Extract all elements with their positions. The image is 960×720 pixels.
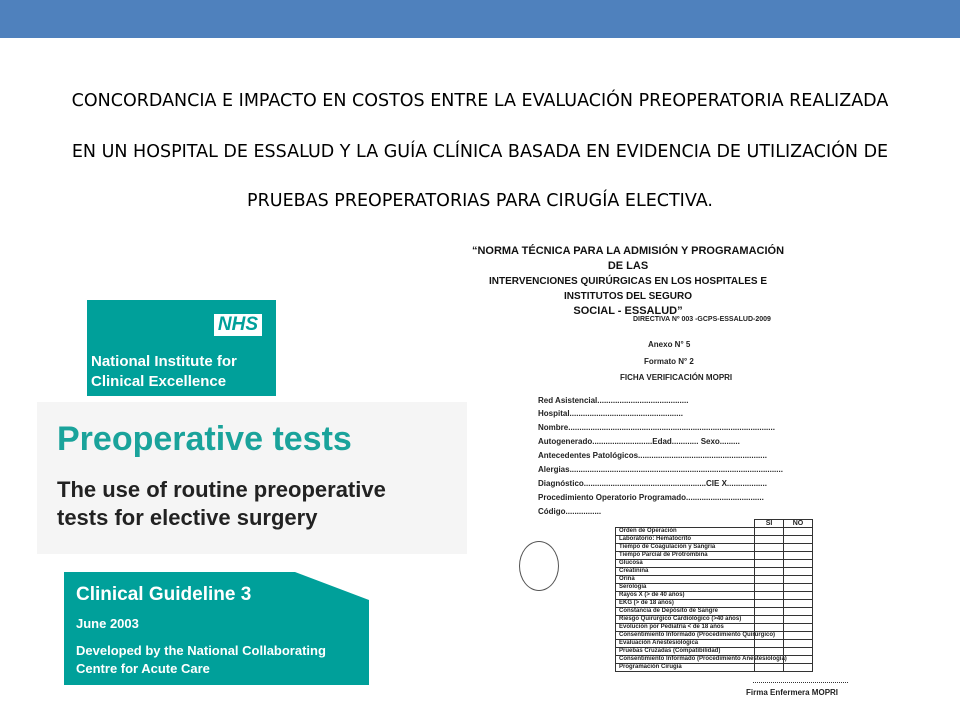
- field-autogenerado: Autogenerado...........................Edad............ Sexo.........: [538, 437, 740, 446]
- col-no-header: NO: [784, 520, 813, 528]
- table-row: [616, 528, 813, 536]
- preop-subtitle-line-1: The use of routine preoperative: [57, 477, 386, 502]
- checklist-item-label: Orden de Operación: [616, 528, 755, 536]
- norma-tecnica-title: [463, 244, 793, 319]
- checklist-item-label: Programación Cirugía: [616, 664, 755, 672]
- checklist-item-label: Rayos X (> de 40 años): [616, 592, 755, 600]
- checkbox-no: [784, 656, 813, 664]
- checkbox-no: [784, 528, 813, 536]
- checklist-item-label: Creatinina: [616, 568, 755, 576]
- checkbox-no: [784, 664, 813, 672]
- field-codigo: Código................: [538, 507, 602, 516]
- table-row: [616, 568, 813, 576]
- checklist-body: [616, 528, 813, 672]
- table-row: [616, 584, 813, 592]
- panel-corner-notch: [295, 572, 369, 600]
- table-row: [616, 608, 813, 616]
- table-row: [616, 640, 813, 648]
- checkbox-no: [784, 584, 813, 592]
- checkbox-si: [755, 560, 784, 568]
- table-header-empty: [616, 520, 755, 528]
- slide-title-line-2: EN UN HOSPITAL DE ESSALUD Y LA GUÍA CLÍNICA BASADA EN EVIDENCIA DE UTILIZACIÓN DE: [71, 142, 889, 162]
- seal-stamp: [519, 541, 559, 591]
- checkbox-no: [784, 544, 813, 552]
- checklist-item-label: Tiempo de Coagulación y Sangría: [616, 544, 755, 552]
- checklist-item-label: Laboratorio: Hematocrito: [616, 536, 755, 544]
- preoperative-tests-banner: [37, 402, 467, 554]
- checkbox-si: [755, 664, 784, 672]
- table-row: [616, 664, 813, 672]
- checklist-item-label: Tiempo Parcial de Protrombina: [616, 552, 755, 560]
- nice-institute-name: [91, 352, 237, 392]
- checkbox-no: [784, 576, 813, 584]
- table-row: [616, 560, 813, 568]
- checklist-item-label: Riesgo Quirúrgico Cardiológico (>40 años): [616, 616, 755, 624]
- checkbox-no: [784, 536, 813, 544]
- col-si-header: SI: [755, 520, 784, 528]
- nice-name-line-2: Clinical Excellence: [91, 373, 227, 390]
- table-row: [616, 536, 813, 544]
- checkbox-si: [755, 528, 784, 536]
- field-antecedentes: Antecedentes Patológicos..........................................................: [538, 451, 767, 460]
- table-header-row: [616, 520, 813, 528]
- checklist-item-label: Evaluación Anestesiológica: [616, 640, 755, 648]
- ficha-title: FICHA VERIFICACIÓN MOPRI: [620, 373, 733, 382]
- firma-label: Firma Enfermera MOPRI: [746, 688, 839, 697]
- field-procedimiento: Procedimiento Operatorio Programado...................................: [538, 493, 764, 502]
- preop-title: Preoperative tests: [57, 420, 352, 458]
- table-row: [616, 576, 813, 584]
- checkbox-no: [784, 632, 813, 640]
- checkbox-si: [755, 608, 784, 616]
- checkbox-si: [755, 624, 784, 632]
- table-row: [616, 600, 813, 608]
- directiva-number: DIRECTIVA Nº 003 -GCPS-ESSALUD-2009: [633, 316, 771, 323]
- field-nombre: Nombre.............................................................................................: [538, 423, 775, 432]
- formato-label: Formato N° 2: [644, 357, 694, 366]
- table-row: [616, 656, 813, 664]
- checkbox-si: [755, 568, 784, 576]
- checkbox-no: [784, 552, 813, 560]
- checkbox-no: [784, 648, 813, 656]
- checkbox-no: [784, 640, 813, 648]
- checklist-item-label: Orina: [616, 576, 755, 584]
- table-row: [616, 616, 813, 624]
- field-red-asistencial: Red Asistencial.........................................: [538, 396, 689, 405]
- checkbox-no: [784, 592, 813, 600]
- slide-title-line-3: PRUEBAS PREOPERATORIAS PARA CIRUGÍA ELECTIVA.: [247, 191, 713, 211]
- table-row: [616, 544, 813, 552]
- checkbox-si: [755, 648, 784, 656]
- field-diagnostico: Diagnóstico.......................................................CIE X..................: [538, 479, 767, 488]
- top-accent-bar: [0, 0, 960, 38]
- checklist-item-label: Evolución por Pediatría < de 18 años: [616, 624, 755, 632]
- checkbox-no: [784, 608, 813, 616]
- checklist-item-label: Pruebas Cruzadas (Compatibilidad): [616, 648, 755, 656]
- checkbox-si: [755, 576, 784, 584]
- nhs-logo: NHS: [214, 314, 262, 336]
- norma-line-1: “NORMA TÉCNICA PARA LA ADMISIÓN Y PROGRAMACIÓN DE LAS: [471, 245, 785, 272]
- checklist-item-label: Constancia de Depósito de Sangre: [616, 608, 755, 616]
- preop-subtitle: [57, 476, 386, 532]
- checkbox-no: [784, 560, 813, 568]
- signature-line: [753, 682, 848, 683]
- checklist-item-label: EKG (> de 18 años): [616, 600, 755, 608]
- checklist-item-label: Consentimiento Informado (Procedimiento Quirúrgico): [616, 632, 755, 640]
- checklist-item-label: Glucosa: [616, 560, 755, 568]
- checkbox-no: [784, 568, 813, 576]
- anexo-label: Anexo N° 5: [648, 340, 691, 349]
- slide-title-line-1: CONCORDANCIA E IMPACTO EN COSTOS ENTRE LA EVALUACIÓN PREOPERATORIA REALIZADA: [71, 91, 889, 111]
- field-alergias: Alergias................................................................................................: [538, 465, 783, 474]
- checklist-item-label: Serología: [616, 584, 755, 592]
- guideline-date: June 2003: [76, 616, 139, 631]
- guideline-developer: [76, 642, 326, 678]
- checklist-table: [615, 519, 813, 672]
- checklist-item-label: Consentimiento Informado (Procedimiento Anestesiología): [616, 656, 755, 664]
- guideline-number: Clinical Guideline 3: [76, 584, 252, 605]
- table-row: [616, 632, 813, 640]
- checkbox-no: [784, 600, 813, 608]
- preop-subtitle-line-2: tests for elective surgery: [57, 505, 318, 530]
- table-row: [616, 592, 813, 600]
- checkbox-si: [755, 536, 784, 544]
- checkbox-si: [755, 544, 784, 552]
- table-row: [616, 552, 813, 560]
- nice-logo-panel: [87, 300, 276, 396]
- checkbox-si: [755, 584, 784, 592]
- norma-line-2: INTERVENCIONES QUIRÚRGICAS EN LOS HOSPITALES E INSTITUTOS DEL SEGURO: [489, 276, 767, 302]
- checkbox-si: [755, 592, 784, 600]
- checkbox-si: [755, 616, 784, 624]
- nice-name-line-1: National Institute for: [91, 353, 237, 370]
- field-hospital: Hospital...................................................: [538, 409, 683, 418]
- checkbox-no: [784, 624, 813, 632]
- checkbox-no: [784, 616, 813, 624]
- checkbox-si: [755, 640, 784, 648]
- table-row: [616, 624, 813, 632]
- developer-line-1: Developed by the National Collaborating: [76, 643, 326, 658]
- developer-line-2: Centre for Acute Care: [76, 661, 210, 676]
- table-row: [616, 648, 813, 656]
- norma-line-3: SOCIAL - ESSALUD”: [573, 305, 683, 317]
- checkbox-si: [755, 552, 784, 560]
- checkbox-si: [755, 600, 784, 608]
